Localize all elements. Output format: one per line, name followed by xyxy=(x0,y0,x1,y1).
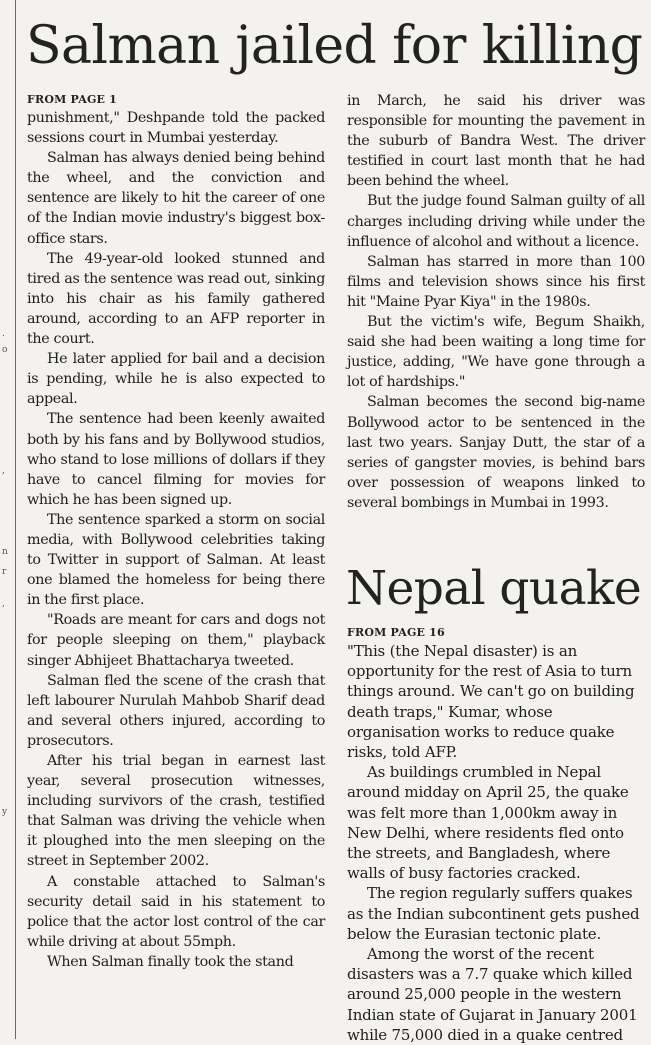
paragraph: in March, he said his driver was responsible for mounting the pavement in the suburb of Bandra West. The driver testified in court last month that he had been behind the wheel. xyxy=(347,93,645,190)
paragraph: "Roads are meant for cars and dogs not for people sleeping on them," playback singer Abhijeet Bhattacharya tweeted. xyxy=(27,612,325,669)
paragraph: punishment," Deshpande told the packed sessions court in Mumbai yesterday. xyxy=(27,110,325,147)
paragraph: As buildings crumbled in Nepal around midday on April 25, the quake was felt more than 1,000km away in New Delhi, where residents fled onto the streets, and Bangladesh, where walls of busy factories cracked. xyxy=(347,763,629,883)
column-divider-rule xyxy=(15,0,16,1039)
left-margin-column-fragments xyxy=(0,0,14,1039)
story-nepal-column xyxy=(347,624,645,1045)
story-salman-column-2 xyxy=(347,91,645,513)
paragraph: Among the worst of the recent disasters was a 7.7 quake which killed around 25,000 people in the western Indian state of Gujarat in January 2001 while 75,000 died in a quake centred xyxy=(347,945,638,1044)
margin-fragment: r xyxy=(2,567,7,577)
paragraph: After his trial began in earnest last year, several prosecution witnesses, including survivors of the crash, testified that Salman was driving the vehicle when it ploughed into the men sleeping on the street in September 2002. xyxy=(27,753,325,870)
margin-fragment: , xyxy=(2,466,5,476)
story-headline-salman: Salman jailed for killing xyxy=(26,16,643,76)
paragraph: The sentence sparked a storm on social media, with Bollywood celebrities taking to Twitter in support of Salman. At least one blamed the homeless for being there in the first place. xyxy=(27,511,325,609)
paragraph: Salman has always denied being behind the wheel, and the conviction and sentence are likely to hit the career of one of the Indian movie industry's biggest box-office stars. xyxy=(27,150,325,247)
paragraph: The sentence had been keenly awaited both by his fans and by Bollywood studios, who stand to lose millions of dollars if they have to cancel filming for movies for which he has been signed up. xyxy=(27,411,325,508)
paragraph: The region regularly suffers quakes as the Indian subcontinent gets pushed below the Eurasian tectonic plate. xyxy=(347,884,640,943)
paragraph: He later applied for bail and a decision is pending, while he is also expected to appeal. xyxy=(27,351,325,408)
margin-fragment: o xyxy=(2,345,8,355)
paragraph: Salman fled the scene of the crash that left labourer Nurulah Mahbob Sharif dead and several others injured, according to prosecutors. xyxy=(27,672,325,749)
margin-fragment: , xyxy=(2,599,5,609)
margin-fragment: n xyxy=(2,547,8,557)
margin-fragment: . xyxy=(2,329,5,339)
paragraph: "This (the Nepal disaster) is an opportunity for the rest of Asia to turn things around. We can't go on building death traps," Kumar, whose organisation works to reduce quake risks, told AFP. xyxy=(347,642,635,762)
paragraph: Salman becomes the second big-name Bollywood actor to be sentenced in the last two years. Sanjay Dutt, the star of a series of gangster movies, is behind bars over possession of weapons linked to several bombings in Mumbai in 1993. xyxy=(347,394,645,511)
paragraph: But the judge found Salman guilty of all charges including driving while under the influence of alcohol and without a licence. xyxy=(347,193,645,250)
paragraph: A constable attached to Salman's security detail said in his statement to police that the actor lost control of the car while driving at about 55mph. xyxy=(27,873,325,950)
paragraph: But the victim's wife, Begum Shaikh, said she had been waiting a long time for justice, adding, "We have gone through a lot of hardships." xyxy=(347,314,645,391)
story-salman-column-1 xyxy=(27,91,325,972)
paragraph: When Salman finally took the stand xyxy=(47,953,294,970)
paragraph: The 49-year-old looked stunned and tired as the sentence was read out, sinking into his chair as his family gathered around, according to an AFP reporter in the court. xyxy=(27,250,325,348)
story-kicker: FROM PAGE 1 xyxy=(27,93,118,106)
margin-fragment: y xyxy=(2,807,8,817)
paragraph: Salman has starred in more than 100 films and television shows since his first hit "Maine Pyar Kiya" in the 1980s. xyxy=(347,253,645,310)
story-kicker: FROM PAGE 16 xyxy=(347,626,445,639)
story-headline-nepal: Nepal quake xyxy=(346,561,642,616)
